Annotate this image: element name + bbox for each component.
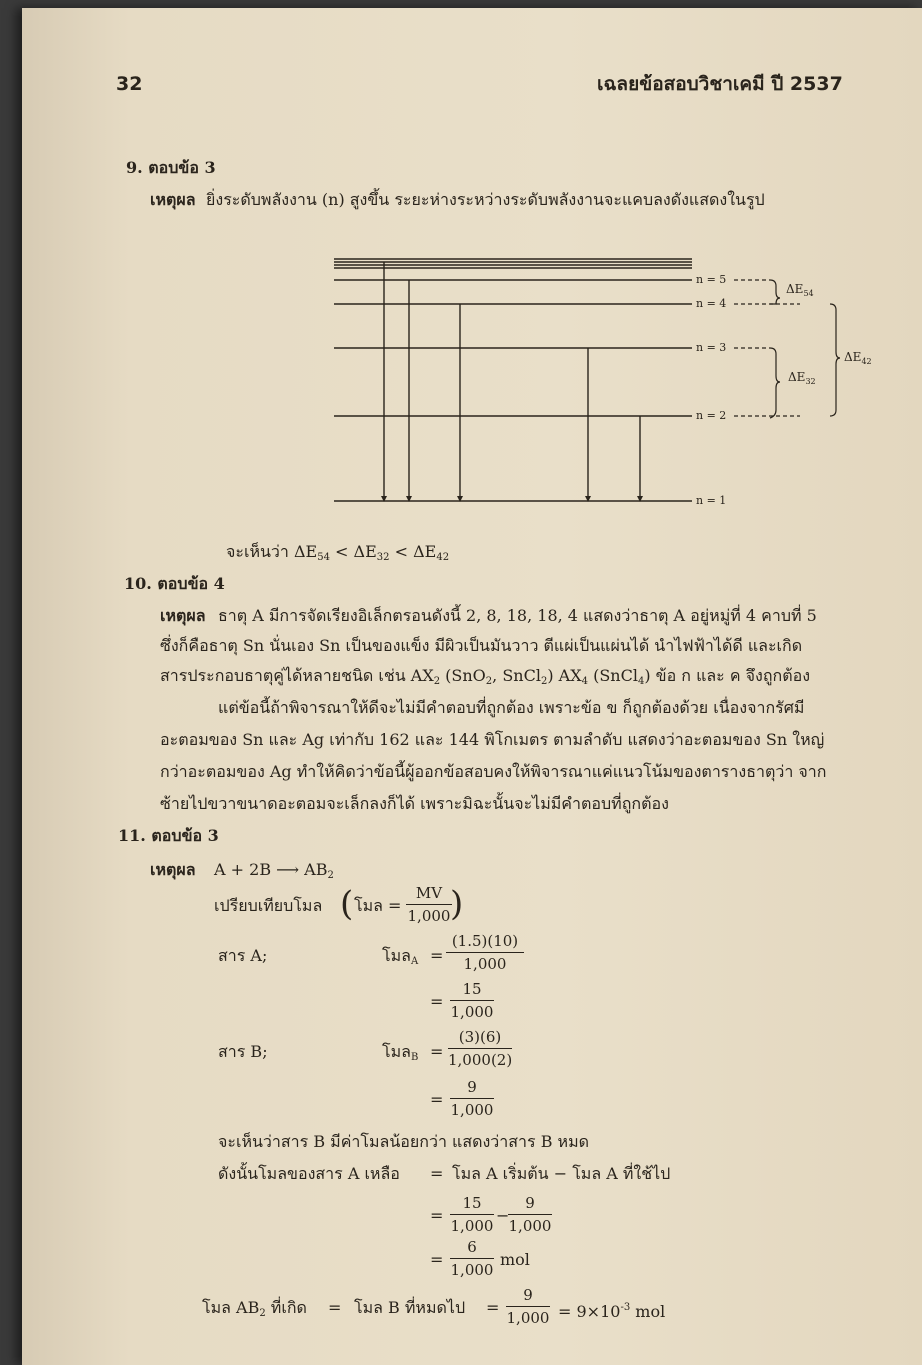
label-n3: n = 3 bbox=[696, 341, 727, 354]
q10-line-3: สารประกอบธาตุคู่ได้หลายชนิด เช่น $AX_2$ (SnO$_2$, SnCl$_2$) $AX_4$ (SnCl$_4$) ข้อ ก และ ค จึงถูกต้อง bbox=[160, 666, 811, 687]
q11-remain-label: ดังนั้นโมลของสาร A เหลือ bbox=[218, 1164, 400, 1183]
remain-fraction-2: $\frac{9}{1,000}$ bbox=[508, 1194, 552, 1235]
equals-sign: = bbox=[430, 1206, 444, 1225]
mol-a-fraction: $\frac{(1.5)(10)}{1,000}$ bbox=[446, 932, 524, 973]
equals-sign: = bbox=[430, 992, 444, 1011]
equals-sign: = bbox=[388, 896, 402, 915]
mol-b-simplified: $\frac{9}{1,000}$ bbox=[450, 1078, 494, 1119]
unit-mol: mol bbox=[500, 1250, 530, 1269]
mol-a-simplified: $\frac{15}{1,000}$ bbox=[450, 980, 494, 1021]
q11-product-mid: โมล B ที่หมดไป bbox=[354, 1298, 466, 1317]
q11-mol-a-label: โมล$_A$ bbox=[382, 946, 419, 967]
label-n2: n = 2 bbox=[696, 409, 727, 422]
product-result: = $9\times 10^{-3}$ mol bbox=[558, 1302, 666, 1321]
q11-mol-label: โมล bbox=[354, 896, 383, 915]
q9-conclusion: $\Delta E_{54} < \Delta E_{32} < \Delta E_{42}$ bbox=[294, 542, 450, 563]
remain-fraction-1: $\frac{15}{1,000}$ bbox=[450, 1194, 494, 1235]
minus-sign: − bbox=[496, 1206, 510, 1225]
q11-mol-b-label: โมล$_B$ bbox=[382, 1042, 419, 1063]
paren-right: ) bbox=[450, 884, 464, 924]
q9-reason: ยิ่งระดับพลังงาน (n) สูงขึ้น ระยะห่างระหว่างระดับพลังงานจะแคบลงดังแสดงในรูป bbox=[206, 190, 765, 209]
q10-line-5: อะตอมของ Sn และ Ag เท่ากับ 162 และ 144 พิโกเมตร ตามลำดับ แสดงว่าอะตอมของ Sn ใหญ่ bbox=[160, 730, 825, 749]
delta-e54: $\Delta E_{54}$ bbox=[786, 282, 814, 298]
mol-b-fraction: $\frac{(3)(6)}{1,000(2)}$ bbox=[448, 1028, 513, 1069]
q11-equation: A + 2B ⟶ $AB_2$ bbox=[214, 860, 334, 881]
q10-line-7: ซ้ายไปขวาขนาดอะตอมจะเล็กลงก็ได้ เพราะมิฉะนั้นจะไม่มีคำตอบที่ถูกต้อง bbox=[160, 794, 669, 813]
label-n5: n = 5 bbox=[696, 273, 727, 286]
q9-answer: 9. ตอบข้อ 3 bbox=[126, 158, 216, 177]
remain-result-fraction: $\frac{6}{1,000}$ bbox=[450, 1238, 494, 1279]
page-title: เฉลยข้อสอบวิชาเคมี ปี 2537 bbox=[597, 73, 843, 95]
equals-sign: = bbox=[430, 1042, 444, 1061]
q11-note: จะเห็นว่าสาร B มีค่าโมลน้อยกว่า แสดงว่าสาร B หมด bbox=[218, 1132, 590, 1151]
q11-compare-label: เปรียบเทียบโมล bbox=[214, 896, 323, 915]
label-n1: n = 1 bbox=[696, 494, 727, 507]
equals-sign: = bbox=[430, 946, 444, 965]
q9-reason-label: เหตุผล bbox=[150, 190, 196, 209]
equals-sign: = bbox=[430, 1250, 444, 1269]
q10-answer: 10. ตอบข้อ 4 bbox=[124, 574, 225, 593]
paren-left: ( bbox=[340, 884, 354, 924]
energy-level-diagram bbox=[322, 248, 892, 518]
equals-sign: = bbox=[430, 1164, 444, 1183]
q11-answer: 11. ตอบข้อ 3 bbox=[118, 826, 219, 845]
product-fraction: $\frac{9}{1,000}$ bbox=[506, 1286, 550, 1327]
label-n4: n = 4 bbox=[696, 297, 727, 310]
delta-e42: $\Delta E_{42}$ bbox=[844, 350, 872, 366]
q10-reason-label: เหตุผล bbox=[160, 606, 206, 625]
q10-line-4: แต่ข้อนี้ถ้าพิจารณาให้ดีจะไม่มีคำตอบที่ถูกต้อง เพราะข้อ ข ก็ถูกต้องด้วย เนื่องจากรัศมี bbox=[218, 698, 805, 717]
q11-product-label: โมล $AB_2$ ที่เกิด bbox=[202, 1298, 307, 1319]
delta-e32: $\Delta E_{32}$ bbox=[788, 370, 816, 386]
q11-subst-b: สาร B; bbox=[218, 1042, 268, 1061]
q10-line-1: ธาตุ A มีการจัดเรียงอิเล็กตรอนดังนี้ 2, 8, 18, 18, 4 แสดงว่าธาตุ A อยู่หมู่ที่ 4 คาบที่ 5 bbox=[218, 606, 817, 625]
equals-sign: = bbox=[328, 1298, 342, 1317]
q11-remain-expr: โมล A เริ่มต้น − โมล A ที่ใช้ไป bbox=[452, 1164, 671, 1183]
q9-conclusion-prefix: จะเห็นว่า bbox=[226, 542, 289, 561]
equals-sign: = bbox=[486, 1298, 500, 1317]
equals-sign: = bbox=[430, 1090, 444, 1109]
q11-subst-a: สาร A; bbox=[218, 946, 268, 965]
mol-formula-fraction: $\frac{MV}{1,000}$ bbox=[407, 884, 451, 925]
book-page bbox=[22, 8, 922, 1365]
page-number: 32 bbox=[116, 73, 143, 95]
q10-line-6: กว่าอะตอมของ Ag ทำให้คิดว่าข้อนี้ผู้ออกข้อสอบคงให้พิจารณาแค่แนวโน้มของตารางธาตุว่า จาก bbox=[160, 762, 827, 781]
q11-reason-label: เหตุผล bbox=[150, 860, 196, 879]
q10-line-2: ซึ่งก็คือธาตุ Sn นั่นเอง Sn เป็นของแข็ง มีผิวเป็นมันวาว ตีแผ่เป็นแผ่นได้ นำไฟฟ้าได้ดี และเกิด bbox=[160, 636, 803, 655]
